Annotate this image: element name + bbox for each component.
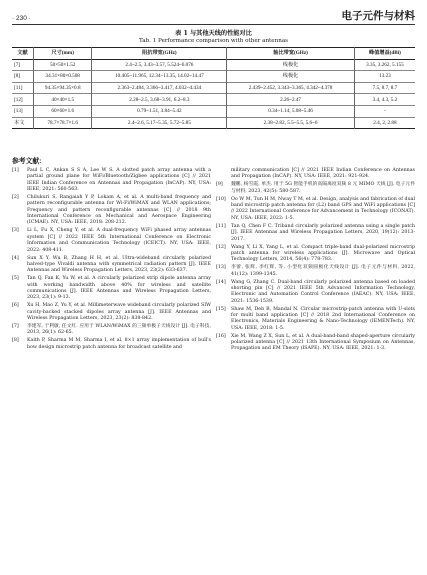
reference-item	[216, 334, 415, 353]
column-header-size: 尺寸(mm)	[33, 48, 92, 60]
table-row	[12, 59, 415, 71]
reference-text: Oo W M, Tun H M, Nway T M, et al. Design, analysis and fabrication of dual band microstrip patch antenna for (L2) band GPS and WiFi applications [C] // 2022 International Conference for Advancement in Technology (ICONAT). NY, USA: IEEE, 2022: 1-5.	[231, 196, 415, 221]
table-cell: 60×60×1.6	[33, 105, 92, 117]
table-row	[12, 117, 415, 129]
reference-item	[216, 280, 415, 305]
reference-number: [11]	[216, 223, 226, 229]
reference-item	[12, 276, 211, 301]
reference-number: [15]	[216, 306, 226, 312]
reference-item	[12, 338, 211, 351]
reference-text: 李建军, 于利敏, 任文红. 应用于 WLAN/WiMAX 的三频单极子天线设计 [J]. 电子科技, 2013, 26(1): 62-65.	[27, 324, 211, 336]
table-cell: 2.4, 2, 2.88	[354, 117, 415, 129]
table-cell: 34.31×80×0.508	[33, 71, 92, 83]
table-cell: -	[354, 105, 415, 117]
reference-item	[12, 324, 211, 337]
reference-text: Xu H, Mao Z, Yu Y, et al. Millimeterwave wideband circularly polarized SIW cavity-backed stacked dipoles array antenna [J]. IEEE Antennas and Wireless Propagation Letters, 2023, 23(2): 838-842.	[27, 303, 211, 321]
reference-number: [13]	[216, 265, 226, 271]
column-header-impedance-bandwidth: 阻抗带宽(GHz)	[92, 48, 227, 60]
table-cell: [13]	[12, 105, 33, 117]
reference-item	[216, 168, 415, 181]
reference-text: Xie M, Wang Z X, Sun L, et al. A dual-band-band shaped-aperture circularly polarized antenna [C] // 2021 13th International Symposium on Antennas, Propagation and EM Theory (ISAPE). NY, USA: IEEE, 2021: 1-3.	[231, 333, 415, 352]
column-header-peak-gain: 峰值增益(dBi)	[354, 48, 415, 60]
table-cell: 2.38~2.82, 5.5~5.5, 5.6~6	[227, 117, 355, 129]
table-cell: [8]	[12, 71, 33, 83]
reference-item	[12, 228, 211, 253]
reference-item	[12, 195, 211, 227]
reference-text: Shaw M, Deb B, Mandal N. Circular microstrip-patch antenna with U-slots for multi band application [C] // 2018 2nd International Conference on Electronics, Materials Engineering & Nano-Technology (IEMENTech). NY, USA: IEEE, 2018: 1-5.	[231, 306, 415, 331]
table-cell: 2.4~2.5, 3.43~3.57, 5.524~6.076	[92, 59, 227, 71]
table-cell: 40×40×1.5	[33, 94, 92, 106]
table-header-row	[12, 48, 415, 60]
reference-text: 魏鹏, 杨雪霞, 单杰. 用于 5G 智能手机的高隔离度双频 8 元 MIMO 天线 [J]. 电子元件与材料, 2023, 42(5): 580-587.	[231, 182, 415, 194]
table-cell: 10.405~11.965, 12.34~13.35, 14.02~14.47	[92, 71, 227, 83]
reference-text: Chilukuri S, Rangaiah Y P, Lokam A, et al. A multi-band frequency and pattern reconfigurable antenna for Wi-Fi/WiMAX and WLAN applications; Frequency and pattern reconfigurable antennas [C] // 2018 9th International Conference on Mechanical and Aerospace Engineering (ICMAE). NY, USA: IEEE, 2018: 208-212.	[27, 195, 211, 226]
table-cell: [11]	[12, 82, 33, 94]
reference-number: [2]	[12, 195, 19, 201]
reference-number: [1]	[12, 168, 19, 173]
table-row	[12, 105, 415, 117]
reference-text: Sun X Y, Wu B, Zhang H H, et al. Ultra-wideband circularly polarized halved-type Vivaldi antenna with symmetrical radiation pattern [J]. IEEE Antennas and Wireless Propagation Letters, 2023, 23(2): 633-637.	[27, 255, 211, 274]
reference-number: [8]	[12, 338, 19, 344]
table-cell: 3.35, 3.262, 5.155	[354, 59, 415, 71]
table-cell: 0.79~1.51, 3.84~5.42	[92, 105, 227, 117]
table-caption-zh: 表 1 与其他天线的性能对比	[175, 30, 252, 37]
table-cell: 13.23	[354, 71, 415, 83]
table-row	[12, 71, 415, 83]
reference-text: Paul L C, Ankan S S A, Lee W S. A slotted patch array antenna with a partial ground plane for WiFi/Bluetooth/Zigbee applications [C] // 2021 IEEE Indian Conference on Antennas and Propagation (InCAP). NY, USA: IEEE, 2021: 560-563.	[27, 168, 211, 193]
table-cell: 7.5, 8.7, 8.7	[354, 82, 415, 94]
reference-text: Kaith P, Sharma M M, Sharma I, et al. 8×1 array implementation of bull's bow design microstrip patch antenna for broadcast satellite and	[27, 338, 211, 350]
reference-text: Wang Y, Li X, Yang L, et al. Compact triple-band dual-polarized microstrip patch antenna for wireless applications [J]. Microwave and Optical Technology Letters, 2014, 56(4): 778-783.	[231, 244, 415, 263]
reference-text: Tan Q, Chen F C. Triband circularly polarized antenna using a single patch [J]. IEEE Antennas and Wireless Propagation Letters, 2020, 19(12): 2013-2017.	[231, 223, 415, 242]
table-cell: 0.34~1.14, 5.08~5.46	[227, 105, 355, 117]
reference-item	[12, 168, 211, 193]
table-cell: [7]	[12, 59, 33, 71]
reference-number: [3]	[12, 228, 19, 234]
table-cell: [12]	[12, 94, 33, 106]
table-cell: 2.4~2.6, 5.17~5.35, 5.72~5.85	[92, 117, 227, 129]
page-header	[12, 6, 415, 25]
reference-number: [7]	[12, 324, 19, 330]
table-cell: 2.363~2.484, 3.366~3.417, 4.032~4.434	[92, 82, 227, 94]
table-row	[12, 94, 415, 106]
reference-number: [10]	[216, 196, 226, 202]
references-left-column	[12, 168, 211, 353]
references-right-column	[216, 168, 415, 354]
reference-item	[216, 224, 415, 243]
table-cell: 2.26~2.47	[227, 94, 355, 106]
references-heading: 参考文献:	[12, 158, 42, 165]
table-caption	[12, 30, 415, 45]
reference-number: [9]	[216, 182, 223, 188]
table-cell: 本文	[12, 117, 33, 129]
table-cell: 78.7×78.7×1.6	[33, 117, 92, 129]
reference-item	[12, 303, 211, 322]
page-number: · 230 ·	[12, 15, 31, 22]
reference-text: military communication [C] // 2021 IEEE Indian Conference on Antennas and Propagation (InCAP). NY, USA: IEEE, 2021: 921-924.	[231, 168, 415, 180]
reference-text: 李蕾, 张辉, 李红辉, 等. 小型化双频圆极化天线设计 [J]. 电子元件与材料, 2022, 41(12): 1399-1345.	[231, 265, 415, 277]
column-header-axial-ratio-bandwidth: 轴比带宽(GHz)	[227, 48, 355, 60]
table-cell: 2.28~2.5, 3.68~3.91, 6.2~8.3	[92, 94, 227, 106]
reference-number: [4]	[12, 255, 19, 261]
table-cell: 线极化	[227, 71, 355, 83]
reference-number: [14]	[216, 279, 226, 285]
reference-item	[216, 265, 415, 278]
reference-text: Tan Q, Fan K, Yu W, et al. A circularly polarized strip dipole antenna array with working bandwidth above 40% for wireless and satellite communications [J]. IEEE Antennas and Wireless Propagation Letters, 2023, 23(1): 9-13.	[27, 276, 211, 301]
reference-number: [6]	[12, 303, 19, 309]
reference-item	[216, 182, 415, 195]
journal-title: 电子元件与材料	[341, 10, 415, 22]
table-cell: 94.35×94.35×0.8	[33, 82, 92, 94]
comparison-table	[12, 47, 415, 129]
reference-text: Wang G, Zhang C. Dual-band circularly polarized antenna based on loaded shorting pin [C] // 2021 IEEE 5th Advanced Information Technology, Electronic and Automation Control Conference (IAEAC). NY, USA: IEEE, 2021: 1536-1539.	[231, 279, 415, 304]
table-cell: 3.4, 4.3, 5.2	[354, 94, 415, 106]
table-row	[12, 82, 415, 94]
reference-item	[216, 307, 415, 332]
table-caption-en: Tab. 1 Performance comparison with other antennas	[138, 38, 289, 44]
reference-number	[216, 168, 231, 181]
reference-number: [16]	[216, 333, 226, 339]
table-cell: 线极化	[227, 59, 355, 71]
column-header-reference: 文献	[12, 48, 33, 60]
table-cell: 2.439~2.452, 3.343~3.365, 4.342~4.378	[227, 82, 355, 94]
reference-item	[12, 256, 211, 275]
reference-text: Li L, Fu X, Cheng Y, et al. A dual-frequency WiFi phased array antennas system [C] // 2022 IEEE 5th International Conference on Electronic Information and Communication Technology (ICEICT). NY, USA: IEEE, 2022: 408-411.	[27, 228, 211, 253]
reference-item	[216, 197, 415, 222]
reference-number: [12]	[216, 244, 226, 250]
reference-item	[216, 245, 415, 264]
reference-number: [5]	[12, 276, 19, 282]
table-cell: 50×50×1.52	[33, 59, 92, 71]
